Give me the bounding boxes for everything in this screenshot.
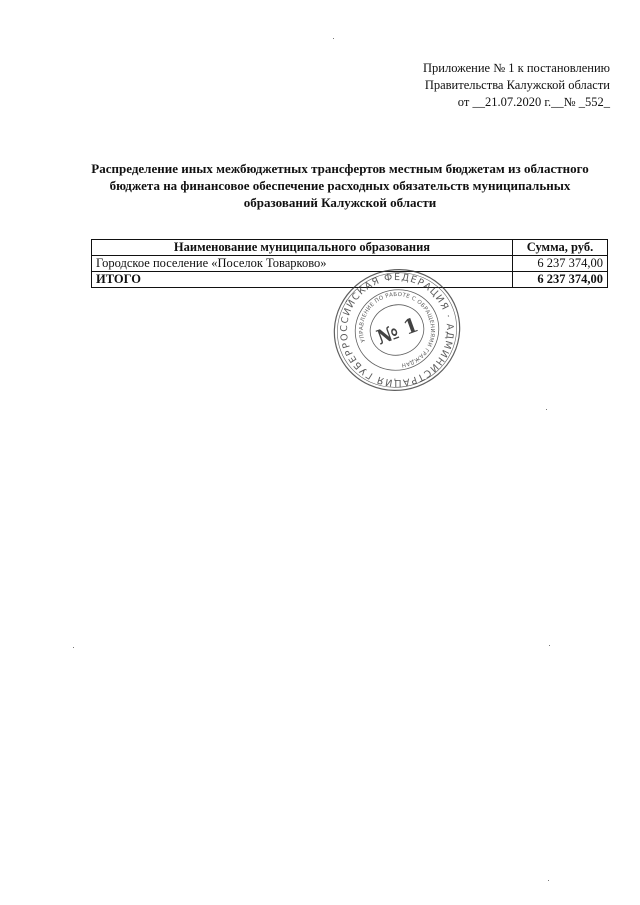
table-header-row bbox=[92, 240, 608, 256]
title-line-3: образований Калужской области bbox=[243, 195, 437, 210]
appendix-reference bbox=[350, 60, 610, 111]
row-sum: 6 237 374,00 bbox=[513, 256, 608, 272]
scan-speck bbox=[548, 880, 549, 881]
seal-outer-text: РОССИЙСКАЯ ФЕДЕРАЦИЯ · АДМИНИСТРАЦИЯ ГУБЕРНАТОРА bbox=[338, 271, 456, 389]
seal-number: № 1 bbox=[373, 312, 422, 350]
appendix-line-3: от __21.07.2020 г.__№ _552_ bbox=[457, 95, 610, 109]
header-sum: Сумма, руб. bbox=[513, 240, 608, 256]
document-title bbox=[60, 160, 620, 211]
seal-inner-text: УПРАВЛЕНИЕ ПО РАБОТЕ С ОБРАЩЕНИЯМИ ГРАЖДАН bbox=[358, 291, 436, 368]
scan-speck bbox=[333, 38, 334, 39]
appendix-line-2: Правительства Калужской области bbox=[424, 78, 610, 92]
total-label: ИТОГО bbox=[92, 272, 513, 288]
title-line-2: бюджета на финансовое обеспечение расходных обязательств муниципальных bbox=[109, 178, 571, 193]
official-seal bbox=[322, 266, 472, 394]
seal-icon bbox=[322, 266, 472, 394]
header-name: Наименование муниципального образования bbox=[92, 240, 513, 256]
scan-speck bbox=[549, 645, 550, 646]
scan-speck bbox=[546, 409, 547, 410]
title-line-1: Распределение иных межбюджетных трансфертов местным бюджетам из областного bbox=[91, 161, 589, 176]
row-name: Городское поселение «Поселок Товарково» bbox=[92, 256, 513, 272]
scan-speck bbox=[73, 647, 74, 648]
total-sum: 6 237 374,00 bbox=[513, 272, 608, 288]
appendix-line-1: Приложение № 1 к постановлению bbox=[423, 61, 610, 75]
